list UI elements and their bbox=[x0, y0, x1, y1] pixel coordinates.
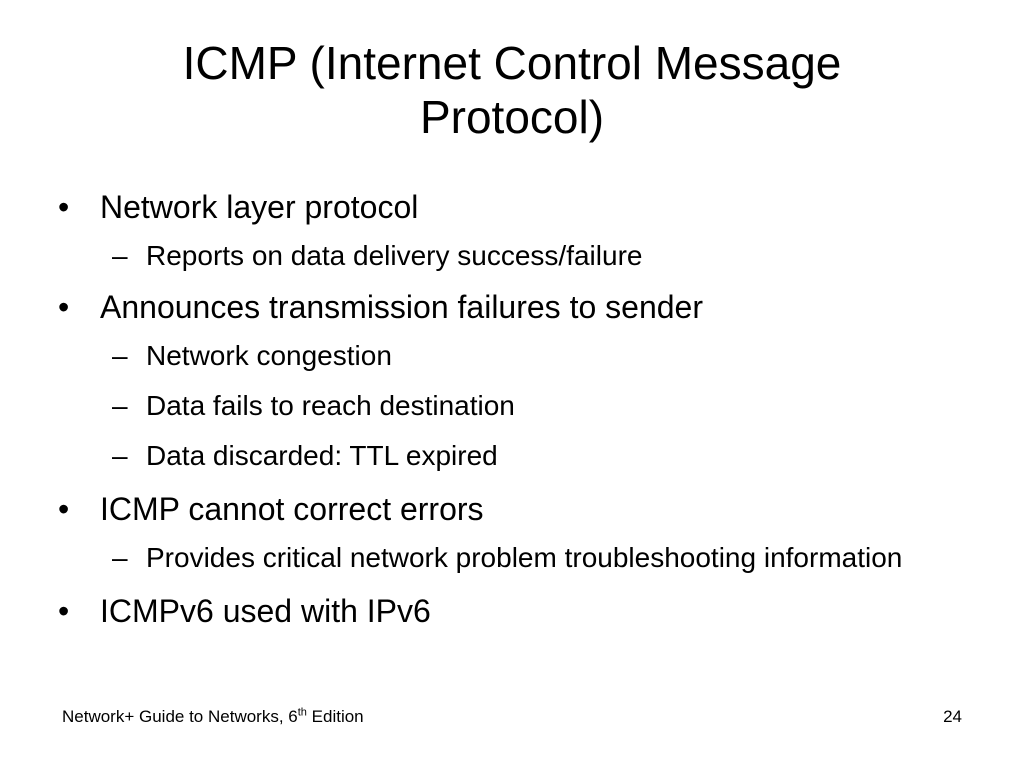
footer-book-prefix: Network+ Guide to Networks, 6 bbox=[62, 707, 298, 726]
sub-bullet-text: Network congestion bbox=[146, 340, 392, 371]
bullet-text: ICMP cannot correct errors bbox=[100, 491, 484, 527]
bullet-marker: • bbox=[58, 491, 70, 527]
sub-bullet-item bbox=[58, 538, 958, 578]
bullet-item bbox=[58, 186, 958, 228]
bullet-text: ICMPv6 used with IPv6 bbox=[100, 593, 431, 629]
sub-bullet-text: Reports on data delivery success/failure bbox=[146, 240, 643, 271]
sub-bullet-marker: – bbox=[112, 340, 128, 371]
bullet-item bbox=[58, 590, 958, 632]
footer-book-title bbox=[62, 706, 364, 728]
sub-bullet-item bbox=[58, 236, 958, 276]
bullet-item bbox=[58, 488, 958, 530]
bullet-item bbox=[58, 286, 958, 328]
sub-bullet-marker: – bbox=[112, 542, 128, 573]
sub-bullet-item bbox=[58, 386, 958, 426]
sub-bullet-text: Provides critical network problem troubleshooting information bbox=[146, 542, 903, 573]
sub-bullet-item bbox=[58, 436, 958, 476]
bullet-text: Network layer protocol bbox=[100, 189, 419, 225]
slide-title-line-2: Protocol) bbox=[419, 91, 605, 143]
sub-bullet-marker: – bbox=[112, 440, 128, 471]
bullet-marker: • bbox=[58, 593, 70, 629]
bullet-text: Announces transmission failures to sender bbox=[100, 289, 703, 325]
sub-bullet-text: Data fails to reach destination bbox=[146, 390, 515, 421]
sub-bullet-marker: – bbox=[112, 240, 128, 271]
sub-bullet-marker: – bbox=[112, 390, 128, 421]
sub-bullet-text: Data discarded: TTL expired bbox=[146, 440, 498, 471]
bullet-marker: • bbox=[58, 289, 70, 325]
footer-book-superscript: th bbox=[297, 706, 307, 719]
bullet-marker: • bbox=[58, 189, 70, 225]
page-number: 24 bbox=[943, 707, 962, 726]
slide-title bbox=[80, 36, 944, 144]
footer-book-suffix: Edition bbox=[306, 707, 364, 726]
slide-title-line-1: ICMP (Internet Control Message bbox=[182, 37, 842, 89]
sub-bullet-item bbox=[58, 336, 958, 376]
bullet-list bbox=[58, 186, 958, 640]
